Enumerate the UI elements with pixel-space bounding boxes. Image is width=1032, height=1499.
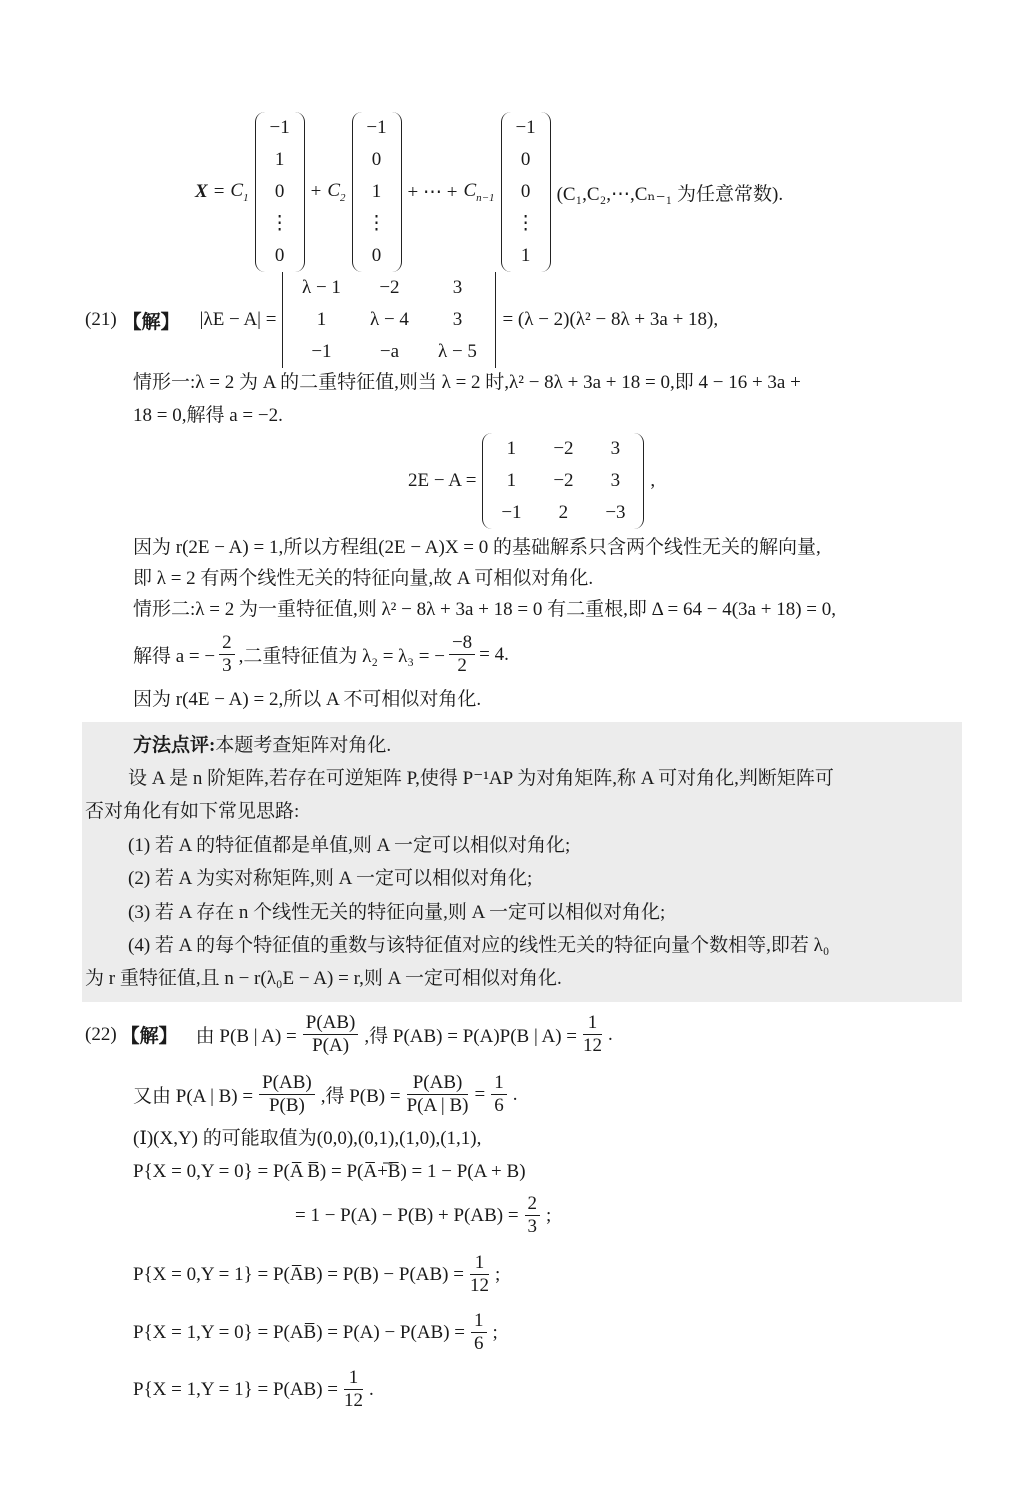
text: ,得 P(B) = <box>320 1086 401 1107</box>
numerator: P(AB) <box>407 1072 469 1095</box>
matrix-entry: λ − 5 <box>437 341 477 362</box>
denominator: P(A | B) <box>406 1095 469 1116</box>
vector-1 <box>255 112 305 272</box>
vector-entry: −1 <box>269 117 290 138</box>
matrix-entry: −2 <box>553 438 574 459</box>
fraction <box>583 1012 602 1057</box>
text: . <box>512 1083 518 1105</box>
comment-item: (3) 若 A 存在 n 个线性无关的特征向量,则 A 一定可以相似对角化; <box>128 902 666 923</box>
fraction <box>470 1252 489 1297</box>
matrix-entry: −a <box>379 341 400 362</box>
c1-sub: 1 <box>243 191 249 204</box>
q22-label: (22) <box>85 1023 117 1045</box>
comment-title-label: 方法点评: <box>133 735 216 756</box>
comment-paragraph-cont: 否对角化有如下常见思路: <box>85 801 300 822</box>
text: ; <box>492 1321 498 1343</box>
determinant-matrix <box>282 272 496 368</box>
det-lhs: |λE − A| = <box>199 309 277 330</box>
numerator: 2 <box>219 632 235 655</box>
q22-line2 <box>133 1072 517 1117</box>
c1-label: C <box>230 180 244 202</box>
numerator: P(AB) <box>303 1012 359 1035</box>
equals: = <box>213 181 225 202</box>
coefficient-cn <box>463 180 494 204</box>
text: 又由 P(A | B) = <box>133 1086 254 1107</box>
text: . <box>608 1023 613 1045</box>
q22-line5 <box>295 1193 551 1238</box>
matrix <box>482 433 644 529</box>
vector-entry: 1 <box>520 245 531 266</box>
matrix-entry: −1 <box>311 341 332 362</box>
rank-line: 因为 r(2E − A) = 1,所以方程组(2E − A)X = 0 的基础解系只含两个线性无关的解向量, <box>133 537 821 558</box>
vector-entry: ⋮ <box>367 213 386 234</box>
vector-entry: ⋮ <box>270 213 290 234</box>
x-symbol: X <box>195 181 208 202</box>
vector-entry: ⋮ <box>516 213 536 234</box>
solution-tag: 【解】 <box>120 1026 178 1047</box>
matrix-entry: 1 <box>316 309 327 330</box>
coefficient-c2 <box>327 180 345 204</box>
solution-tag: 【解】 <box>122 311 180 333</box>
vector-entry: 1 <box>371 181 382 202</box>
denominator: P(B) <box>268 1095 305 1116</box>
cn-label: C <box>463 180 477 202</box>
comment-item: (2) 若 A 为实对称矩阵,则 A 一定可以相似对角化; <box>128 868 533 889</box>
q21-label: (21) <box>85 309 117 330</box>
q22-line3: (Ⅰ)(X,Y) 的可能取值为(0,0),(0,1),(1,0),(1,1), <box>133 1128 482 1149</box>
vector-entry: −1 <box>515 117 536 138</box>
numerator: 1 <box>470 1252 489 1275</box>
q22-line8 <box>133 1367 374 1412</box>
plus-dots: + ⋯ + <box>407 181 458 203</box>
method-comment-box <box>82 722 962 1002</box>
matrix-2e-minus-a <box>408 433 655 529</box>
numerator: 1 <box>471 1310 487 1333</box>
vector-entry: 0 <box>274 181 285 202</box>
vector-entry: 0 <box>371 245 382 266</box>
fraction <box>491 1072 507 1117</box>
matrix-entry: 3 <box>452 277 463 298</box>
vector-entry: −1 <box>366 117 387 138</box>
matrix-entry: −3 <box>605 502 626 523</box>
fraction <box>449 632 475 677</box>
text: P{X = 1,Y = 1} = P(AB) = <box>133 1378 339 1400</box>
fraction <box>344 1367 363 1412</box>
comment-item-cont: 为 r 重特征值,且 n − r(λ₀E − A) = r,则 A 一定可相似对角化. <box>85 968 562 989</box>
numerator: 1 <box>491 1072 507 1095</box>
vector-n <box>501 112 551 272</box>
fraction <box>407 1072 469 1117</box>
fraction <box>219 632 235 677</box>
matrix-entry: 3 <box>610 470 621 491</box>
matrix-entry: −2 <box>553 470 574 491</box>
vector-entry: 0 <box>520 149 531 170</box>
denominator: 6 <box>474 1333 484 1354</box>
comment-item: (1) 若 A 的特征值都是单值,则 A 一定可以相似对角化; <box>128 835 571 856</box>
numerator: P(AB) <box>259 1072 315 1095</box>
conclusion-line: 因为 r(4E − A) = 2,所以 A 不可相似对角化. <box>133 689 482 710</box>
q22-line1 <box>85 1012 613 1057</box>
denominator: P(A) <box>312 1035 350 1056</box>
plus: + <box>310 181 322 202</box>
vector-entry: 0 <box>274 245 285 266</box>
q22-line7 <box>133 1310 498 1355</box>
q22-line6 <box>133 1252 500 1297</box>
fraction <box>525 1193 541 1238</box>
matrix-entry: λ − 1 <box>301 277 341 298</box>
comment-title <box>133 734 391 758</box>
matrix-lhs: 2E − A = <box>408 470 477 491</box>
text: . <box>369 1378 374 1400</box>
text: P{X = 1,Y = 0} = P(AB̅) = P(A) − P(AB) = <box>133 1321 466 1343</box>
denominator: 2 <box>457 655 467 676</box>
text: 解得 a = − <box>133 646 216 667</box>
comment-title-text: 本题考查矩阵对角化. <box>215 735 392 756</box>
numerator: 1 <box>583 1012 602 1035</box>
matrix-entry: 3 <box>610 438 621 459</box>
fraction <box>303 1012 359 1057</box>
cn-sub: n−1 <box>476 191 495 204</box>
denominator: 3 <box>222 655 232 676</box>
matrix-entry: 3 <box>452 309 463 330</box>
fraction <box>471 1310 487 1355</box>
numerator: 1 <box>344 1367 363 1390</box>
text: P{X = 0,Y = 1} = P(A̅B) = P(B) − P(AB) = <box>133 1263 464 1285</box>
q22-line4: P{X = 0,Y = 0} = P(A̅ B̅) = P(A̅+̅B̅) = 1 − P(A + B) <box>133 1161 526 1182</box>
matrix-entry: 1 <box>506 438 517 459</box>
text: ; <box>546 1204 552 1226</box>
text: = <box>474 1083 486 1105</box>
text: ,二重特征值为 λ₂ = λ₃ = − <box>238 646 445 667</box>
case2-line2 <box>133 632 509 677</box>
denominator: 6 <box>494 1095 504 1116</box>
comma: , <box>650 470 656 491</box>
numerator: −8 <box>449 632 475 655</box>
text: 由 P(B | A) = <box>195 1026 297 1047</box>
comment-item: (4) 若 A 的每个特征值的重数与该特征值对应的线性无关的特征向量个数相等,即若 λ₀ <box>128 935 830 956</box>
matrix-entry: −1 <box>501 502 522 523</box>
matrix-entry: 1 <box>506 470 517 491</box>
constants-note: (C₁,C₂,⋯,Cₙ₋₁ 为任意常数). <box>556 183 784 205</box>
text: ; <box>494 1263 501 1285</box>
general-solution-equation <box>195 112 783 272</box>
case1-line2: 18 = 0,解得 a = −2. <box>133 405 283 426</box>
denominator: 3 <box>527 1216 538 1237</box>
denominator: 12 <box>583 1035 602 1056</box>
denominator: 12 <box>344 1390 364 1411</box>
matrix-entry: λ − 4 <box>369 309 409 330</box>
q21-determinant <box>85 272 718 368</box>
coefficient-c1 <box>230 180 248 204</box>
c2-sub: 2 <box>340 191 346 204</box>
denominator: 12 <box>469 1275 489 1296</box>
det-rhs: = (λ − 2)(λ² − 8λ + 3a + 18), <box>502 309 719 330</box>
case2-line1: 情形二:λ = 2 为一重特征值,则 λ² − 8λ + 3a + 18 = 0 有二重根,即 Δ = 64 − 4(3a + 18) = 0, <box>133 599 836 620</box>
text: = 1 − P(A) − P(B) + P(AB) = <box>295 1204 519 1226</box>
matrix-entry: −2 <box>379 277 400 298</box>
vector-2 <box>352 112 402 272</box>
c2-label: C <box>327 180 340 202</box>
numerator: 2 <box>525 1193 541 1216</box>
matrix-entry: 2 <box>558 502 569 523</box>
vector-entry: 1 <box>274 149 285 170</box>
text: ,得 P(AB) = P(A)P(B | A) = <box>364 1026 577 1047</box>
vector-entry: 0 <box>520 181 531 202</box>
vector-entry: 0 <box>371 149 382 170</box>
comment-paragraph: 设 A 是 n 阶矩阵,若存在可逆矩阵 P,使得 P⁻¹AP 为对角矩阵,称 A 可对角化,判断矩阵可 <box>128 768 834 789</box>
fraction <box>259 1072 315 1117</box>
text: = 4. <box>479 643 509 665</box>
diagonalizable-line: 即 λ = 2 有两个线性无关的特征向量,故 A 可相似对角化. <box>133 568 594 589</box>
case1-line1: 情形一:λ = 2 为 A 的二重特征值,则当 λ = 2 时,λ² − 8λ + 3a + 18 = 0,即 4 − 16 + 3a + <box>133 372 801 393</box>
